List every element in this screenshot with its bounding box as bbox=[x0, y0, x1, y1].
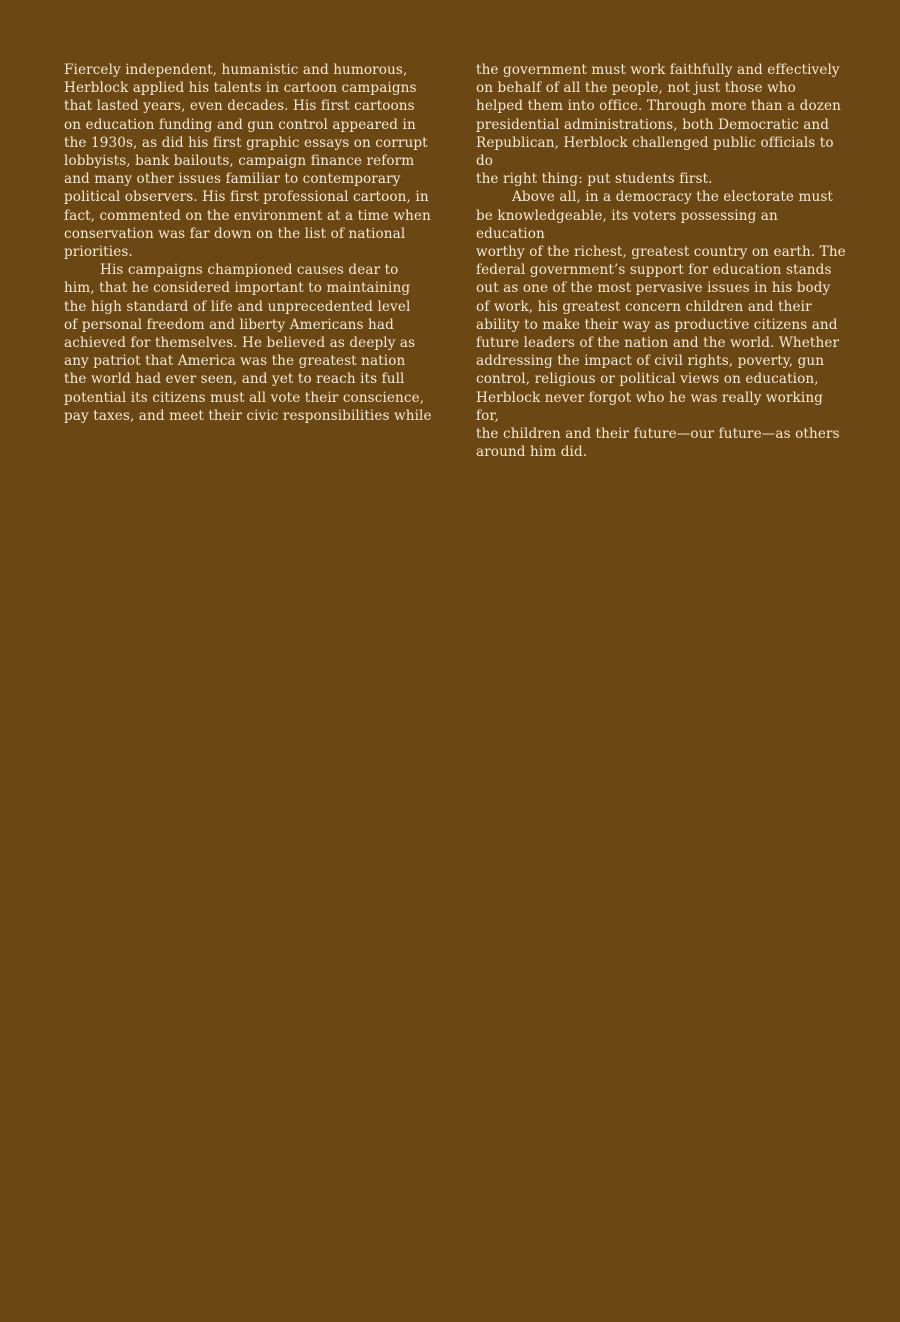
paragraph-education: Above all, in a democracy the electorate must be knowledgeable, its voters possessing an education worthy of the richest, greatest country on earth. The federal government’s support for education stands out as one of the most pervasive issues in his body of work, his greatest concern children and their ability to make their way as productive citizens and future leaders of the nation and the world. Whether addressing the impact of civil rights, poverty, gun control, religious or political views on education, Herblock never forgot who he was really working for, the children and their future—our future—as others around him did. bbox=[476, 189, 846, 461]
right-column bbox=[476, 61, 846, 461]
left-column bbox=[64, 61, 434, 461]
paragraph-intro: Fiercely independent, humanistic and humorous, Herblock applied his talents in cartoon campaigns that lasted years, even decades. His first cartoons on education funding and gun control appeared in the 1930s, as did his first graphic essays on corrupt lobbyists, bank bailouts, campaign finance reform and many other issues familiar to contemporary political observers. His first professional cartoon, in fact, commented on the environment at a time when conservation was far down on the list of national priorities. bbox=[64, 62, 431, 261]
paragraph-continuation: the government must work faithfully and effectively on behalf of all the people, not just those who helped them into office. Through more than a dozen presidential administrations, both Democratic and Republican, Herblock challenged public officials to do the right thing: put students first. bbox=[476, 62, 842, 188]
article-body bbox=[64, 61, 846, 461]
paragraph-campaigns: His campaigns championed causes dear to him, that he considered important to maintaining the high standard of life and unprecedented level of personal freedom and liberty Americans had achieved for themselves. He believed as deeply as any patriot that America was the greatest nation the world had ever seen, and yet to reach its full potential its citizens must all vote their conscience, pay taxes, and meet their civic responsibilities while bbox=[64, 262, 432, 424]
